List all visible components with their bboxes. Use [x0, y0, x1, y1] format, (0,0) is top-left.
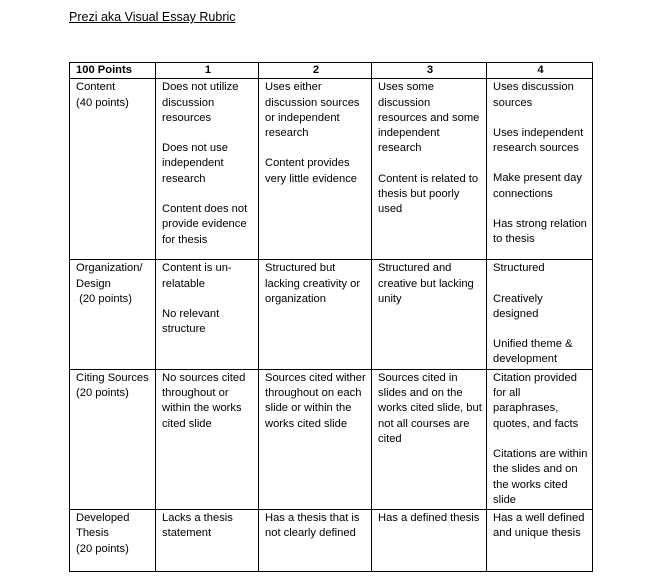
descriptor: Make present day connections [493, 172, 582, 200]
descriptor: Uses discussion sources [493, 81, 574, 109]
descriptor: Has a defined thesis [378, 512, 480, 525]
descriptor: Content provides very little evidence [265, 157, 358, 185]
descriptor: Sources cited wither throughout on each slide or within the works cited slide [265, 371, 366, 430]
table-row-citing-sources [70, 369, 593, 509]
descriptor: Content is un-relatable [162, 262, 232, 290]
criterion-label: Thesis [76, 527, 109, 540]
header-level-3: 3 [372, 63, 487, 79]
rubric-table [69, 62, 593, 572]
cell-organization-level-4 [487, 260, 593, 369]
cell-organization-level-1 [156, 260, 259, 369]
criterion-label: Content [76, 81, 116, 94]
descriptor: Structured but lacking creativity or organization [265, 262, 361, 305]
descriptor: Unified theme & development [493, 338, 573, 366]
header-level-4: 4 [487, 63, 593, 79]
descriptor: No sources cited throughout or within the works cited slide [162, 371, 246, 430]
descriptor: Has a well defined and unique thesis [493, 512, 585, 540]
descriptor: Citations are within the slides and on the works cited slide [493, 447, 588, 506]
cell-organization-level-3 [372, 260, 487, 369]
criterion-developed-thesis [70, 510, 156, 572]
table-row-content [70, 79, 593, 260]
criterion-points: (20 points) [76, 542, 129, 555]
cell-citing-level-1 [156, 369, 259, 509]
header-row [70, 63, 593, 79]
cell-content-level-2 [259, 79, 372, 260]
descriptor: Creatively designed [493, 292, 543, 320]
descriptor: Citation provided for all paraphrases, quotes, and facts [493, 371, 579, 430]
descriptor: Has strong relation to thesis [493, 218, 587, 246]
criterion-label: Developed [76, 512, 130, 525]
criterion-points: (40 points) [76, 96, 129, 109]
document-title: Prezi aka Visual Essay Rubric [69, 10, 236, 24]
table-row-organization [70, 260, 593, 369]
descriptor: Sources cited in slides and on the works cited slide, but not all courses are cited [378, 371, 482, 445]
descriptor: Does not use independent research [162, 142, 228, 185]
descriptor: Has a thesis that is not clearly defined [265, 512, 360, 540]
cell-thesis-level-2 [259, 510, 372, 572]
cell-thesis-level-4 [487, 510, 593, 572]
descriptor: Content does not provide evidence for thesis [162, 203, 248, 246]
cell-content-level-4 [487, 79, 593, 260]
cell-content-level-3 [372, 79, 487, 260]
descriptor: Content is related to thesis but poorly used [378, 172, 479, 216]
cell-citing-level-2 [259, 369, 372, 509]
header-level-2: 2 [259, 63, 372, 79]
criterion-citing-sources [70, 369, 156, 509]
criterion-organization [70, 260, 156, 369]
cell-citing-level-3 [372, 369, 487, 509]
descriptor: Structured and creative but lacking unity [378, 262, 474, 305]
criterion-label: Citing Sources [76, 371, 149, 384]
header-level-1: 1 [156, 63, 259, 79]
cell-content-level-1 [156, 79, 259, 260]
criterion-label: Design [76, 277, 111, 290]
cell-organization-level-2 [259, 260, 372, 369]
descriptor: Structured [493, 262, 545, 275]
criterion-content [70, 79, 156, 260]
table-row-developed-thesis [70, 510, 593, 572]
cell-thesis-level-3 [372, 510, 487, 572]
descriptor: No relevant structure [162, 307, 220, 336]
descriptor: Does not utilize discussion resources [162, 81, 239, 124]
header-points: 100 Points [70, 63, 156, 79]
criterion-label: Organization/ [76, 262, 143, 275]
descriptor: Uses either discussion sources or independent research [265, 81, 360, 140]
cell-thesis-level-1 [156, 510, 259, 572]
cell-citing-level-4 [487, 369, 593, 509]
criterion-points: (20 points) [76, 292, 132, 305]
descriptor: Lacks a thesis statement [162, 512, 233, 540]
descriptor: Uses independent research sources [493, 126, 584, 155]
descriptor: Uses some discussion resources and some independent research [378, 81, 480, 155]
criterion-points: (20 points) [76, 387, 129, 400]
